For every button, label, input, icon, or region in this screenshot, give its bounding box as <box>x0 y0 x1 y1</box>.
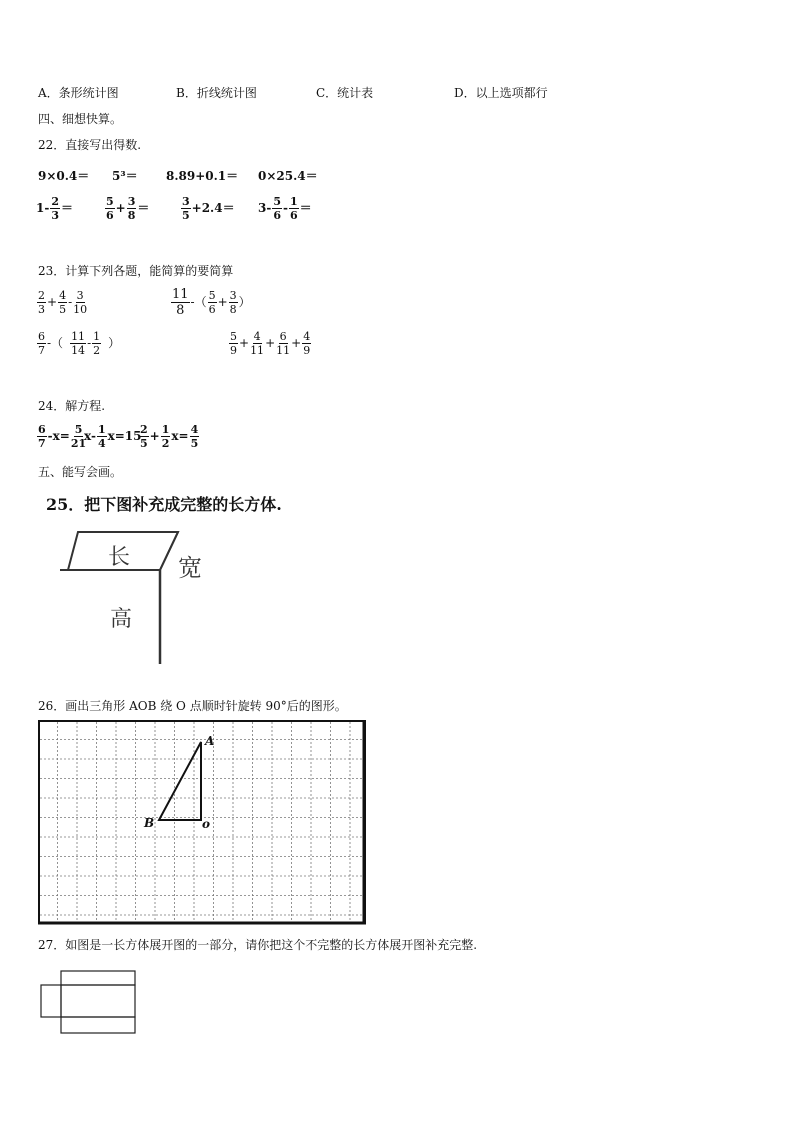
triangle-aob <box>159 742 201 820</box>
fraction: $\frac{3}{5}$ <box>182 195 190 222</box>
q26-title: 26．画出三角形 AOB 绕 O 点顺时针旋转 90°后的图形。 <box>38 699 347 713</box>
q25-title: 25．把下图补充成完整的长方体. <box>46 495 282 514</box>
point-b-label: B <box>144 816 155 830</box>
fraction: $\frac{5}{6}$ <box>106 195 114 222</box>
section-4-heading: 四、细想快算。 <box>38 112 123 126</box>
q22-r1-e3: 8.89+0.1＝ <box>166 169 239 183</box>
q22-r1-e4: 0×25.4＝ <box>258 169 318 183</box>
fraction: $\frac{1}{6}$ <box>289 195 298 222</box>
q22-r1-e2: 5³＝ <box>112 169 138 183</box>
q23-e4: $\frac{5}{9}$ + $\frac{4}{11}$ + $\frac{6}{11}$ + $\frac{4}{9}$ <box>230 330 311 357</box>
q24-eq2: x- $\frac{1}{4}$ x=15 <box>84 423 142 450</box>
choice-b: B．折线统计图 <box>176 86 257 100</box>
choice-c: C．统计表 <box>316 86 374 100</box>
choice-a: A．条形统计图 <box>38 86 119 100</box>
fraction: $\frac{5}{6}$ <box>273 195 281 222</box>
q23-e3: $\frac{6}{7}$ -（ $\frac{11}{14}$ - $\frac{1}{2}$ ） <box>38 330 121 357</box>
fraction: $\frac{2}{3}$ <box>51 195 59 222</box>
q23-title: 23．计算下列各题，能简算的要简算 <box>38 264 234 278</box>
cuboid-partial-figure <box>60 524 240 674</box>
q22-r2-e2: $\frac{5}{6}$ + $\frac{3}{8}$ ＝ <box>106 195 150 222</box>
q22-r2-e4: 3- $\frac{5}{6}$ - $\frac{1}{6}$ ＝ <box>258 195 312 222</box>
point-a-label: A <box>205 734 215 748</box>
q24-eq3: $\frac{2}{5}$ + $\frac{1}{2}$ x= $\frac{4}{5}$ <box>140 423 199 450</box>
q23-e2: $\frac{11}{8}$ -（ $\frac{5}{6}$ + $\frac{3}{8}$ ） <box>172 287 251 318</box>
q22-r2-e3: $\frac{3}{5}$ +2.4＝ <box>182 195 235 222</box>
q27-title: 27．如图是一长方体展开图的一部分，请你把这个不完整的长方体展开图补充完整. <box>38 938 478 952</box>
point-o-label: o <box>202 817 211 831</box>
section-5-heading: 五、能写会画。 <box>38 465 123 479</box>
label-height: 高 <box>110 607 133 632</box>
fraction: $\frac{3}{8}$ <box>127 195 136 222</box>
label-width: 宽 <box>178 554 202 582</box>
q22-title: 22．直接写出得数. <box>38 138 142 152</box>
q24-title: 24．解方程. <box>38 399 106 413</box>
choice-d: D．以上选项都行 <box>454 86 548 100</box>
q22-r2-e1: 1- $\frac{2}{3}$ ＝ <box>36 195 74 222</box>
label-length: 长 <box>108 545 131 570</box>
q23-e1: $\frac{2}{3}$ + $\frac{4}{5}$ - $\frac{3}{10}$ <box>38 289 88 316</box>
q22-r1-e1: 9×0.4＝ <box>38 169 90 183</box>
cuboid-net-partial <box>40 970 140 1036</box>
q24-eq1: $\frac{6}{7}$ -x= $\frac{5}{21}$ <box>38 423 87 450</box>
